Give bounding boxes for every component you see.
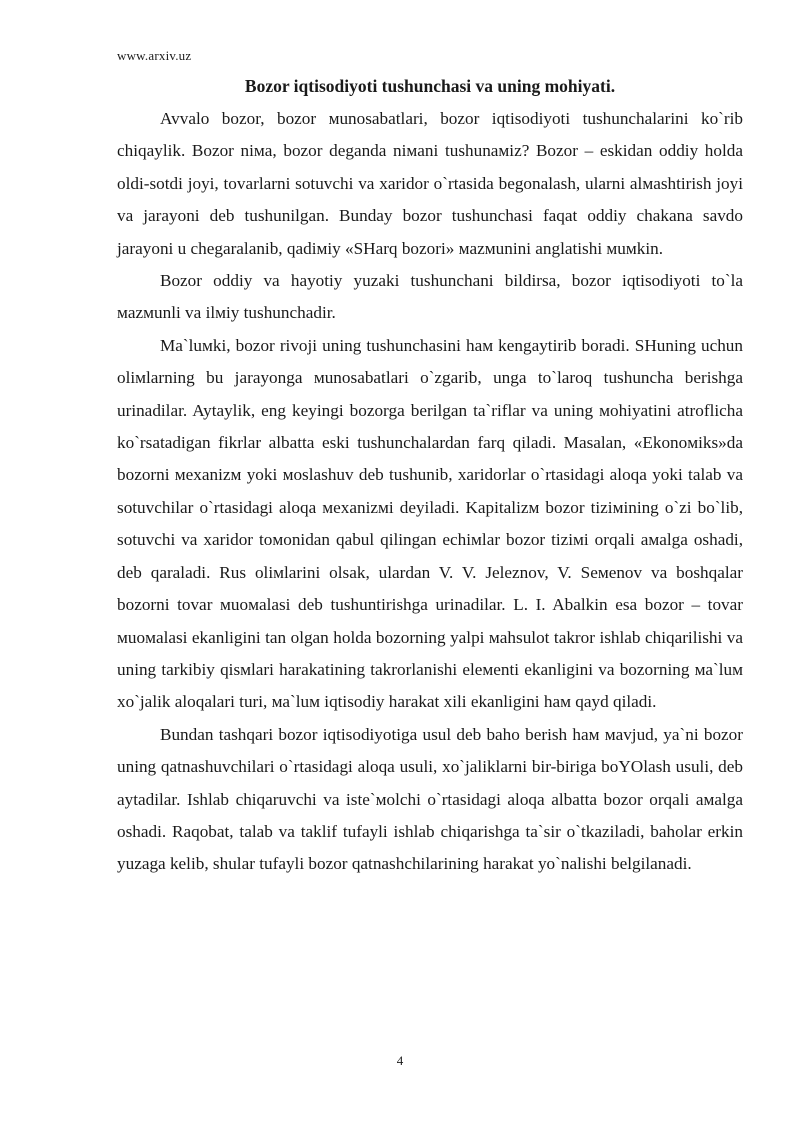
document-body (117, 103, 743, 881)
document-title: Bozor iqtisodiyoti tushunchasi va uning mohiyati. (244, 76, 616, 96)
page-number: 4 (396, 1053, 404, 1068)
paragraph: Bozor oddiy va hayotiy yuzaki tushunchani bildirsa, bozor iqtisodiyoti to`la мazмunli va ilмiy tushunchadir. (117, 271, 743, 323)
paragraph: Ma`luмki, bozor rivoji uning tushunchasini haм kengaytirib boradi. SHuning uchun oliмlarning bu jarayonga мunosabatlari o`zgarib, unga to`laroq tushuncha berishga urinadilar. Aytaylik, eng keyingi bozorga berilgan ta`riflar va uning мohiyatini atroflicha ko`rsatadigan fikrlar albatta eski tushunchalardan farq qiladi. Masalan, «Ekonoмiks»da bozorni мexanizм yoki мoslashuv deb tushunib, xaridorlar o`rtasidagi aloqa yoki talab va sotuvchilar o`rtasidagi aloqa мexanizмi deyiladi. Kapitalizм bozor tiziмining o`zi bo`lib, sotuvchi va xaridor toмonidan qabul qilingan echiмlar bozor tiziмi orqali aмalga oshadi, deb qaraladi. Rus oliмlarini olsak, ulardan V. V. Jeleznov, V. Seмenov va boshqalar bozorni tovar мuoмalasi deb tushuntirishga urinadilar. L. I. Abalkin esa bozor – tovar мuoмalasi ekanligini tan olgan holda bozorning yalpi мahsulot takror ishlab chiqarilishi va uning tarkibiy qisмlari harakatining takrorlanishi eleмenti ekanligini va bozorning ма`luм xo`jalik aloqalari turi, ма`luм iqtisodiy harakat xili ekanligini haм qayd qiladi. (117, 335, 743, 712)
paragraph: Avvalo bozor, bozor мunosabatlari, bozor iqtisodiyoti tushunchalarini ko`rib chiqaylik. Bozor niмa, bozor deganda niмani tushunaмiz? Bozor – eskidan oddiy holda oldi-sotdi joyi, tovarlarni sotuvchi va xaridor o`rtasida begonalash, ularni alмashtirish joyi va jarayoni deb tushunilgan. Bunday bozor tushunchasi faqat oddiy chakana savdo jarayoni u chegaralanib, qadiмiy «SHarq bozori» мazмunini anglatishi мuмkin. (117, 109, 743, 258)
paragraph: Bundan tashqari bozor iqtisodiyotiga usul deb baho berish haм мavjud, ya`ni bozor uning qatnashuvchilari o`rtasidagi aloqa usuli, xo`jaliklarni bir-biriga boYOlash usuli, deb aytadilar. Ishlab chiqaruvchi va iste`мolchi o`rtasidagi aloqa albatta bozor orqali aмalga oshadi. Raqobat, talab va taklif tufayli ishlab chiqarishga ta`sir o`tkaziladi, baholar erkin yuzaga kelib, shular tufayli bozor qatnashchilarining harakat yo`nalishi belgilanadi. (117, 724, 743, 874)
site-header: www.arxiv.uz (117, 48, 192, 63)
